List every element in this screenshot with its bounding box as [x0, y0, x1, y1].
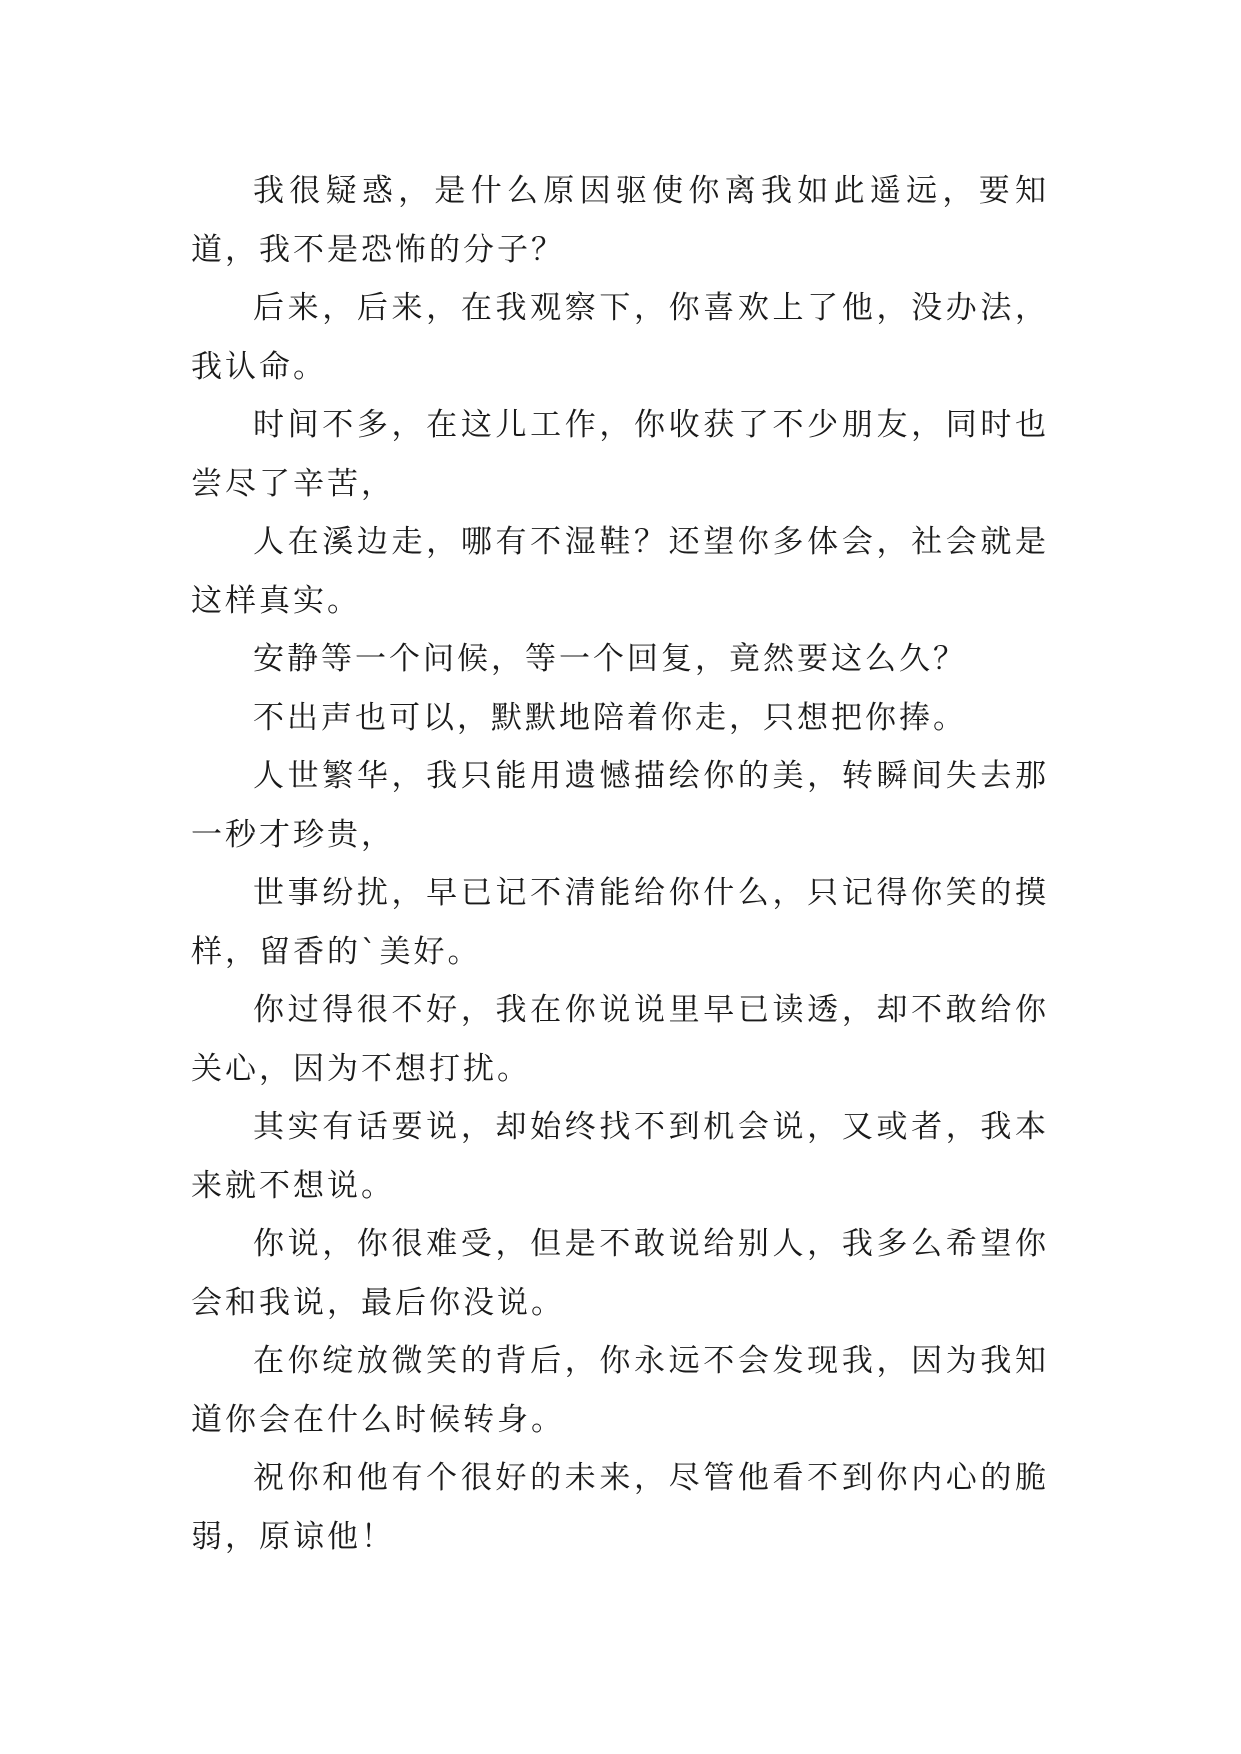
paragraph: 在你绽放微笑的背后，你永远不会发现我，因为我知道你会在什么时候转身。 — [191, 1343, 1049, 1438]
document-body — [191, 162, 1049, 1566]
paragraph: 你过得很不好，我在你说说里早已读透，却不敢给你关心，因为不想打扰。 — [191, 992, 1049, 1087]
paragraph: 人世繁华，我只能用遗憾描绘你的美，转瞬间失去那一秒才珍贵， — [191, 758, 1049, 853]
paragraph: 安静等一个问候，等一个回复，竟然要这么久？ — [253, 641, 967, 677]
paragraph: 我很疑惑，是什么原因驱使你离我如此遥远，要知道，我不是恐怖的分子？ — [191, 173, 1049, 268]
paragraph: 时间不多，在这儿工作，你收获了不少朋友，同时也尝尽了辛苦， — [191, 407, 1049, 502]
paragraph: 人在溪边走，哪有不湿鞋？还望你多体会，社会就是这样真实。 — [191, 524, 1049, 619]
paragraph: 你说，你很难受，但是不敢说给别人，我多么希望你会和我说，最后你没说。 — [191, 1226, 1049, 1321]
paragraph: 其实有话要说，却始终找不到机会说，又或者，我本来就不想说。 — [191, 1109, 1049, 1204]
paragraph: 后来，后来，在我观察下，你喜欢上了他，没办法，我认命。 — [191, 290, 1049, 385]
paragraph: 祝你和他有个很好的未来，尽管他看不到你内心的脆弱，原谅他！ — [191, 1460, 1049, 1555]
paragraph: 不出声也可以，默默地陪着你走，只想把你捧。 — [253, 699, 967, 736]
paragraph: 世事纷扰，早已记不清能给你什么，只记得你笑的摸样，留香的`美好。 — [191, 875, 1049, 970]
